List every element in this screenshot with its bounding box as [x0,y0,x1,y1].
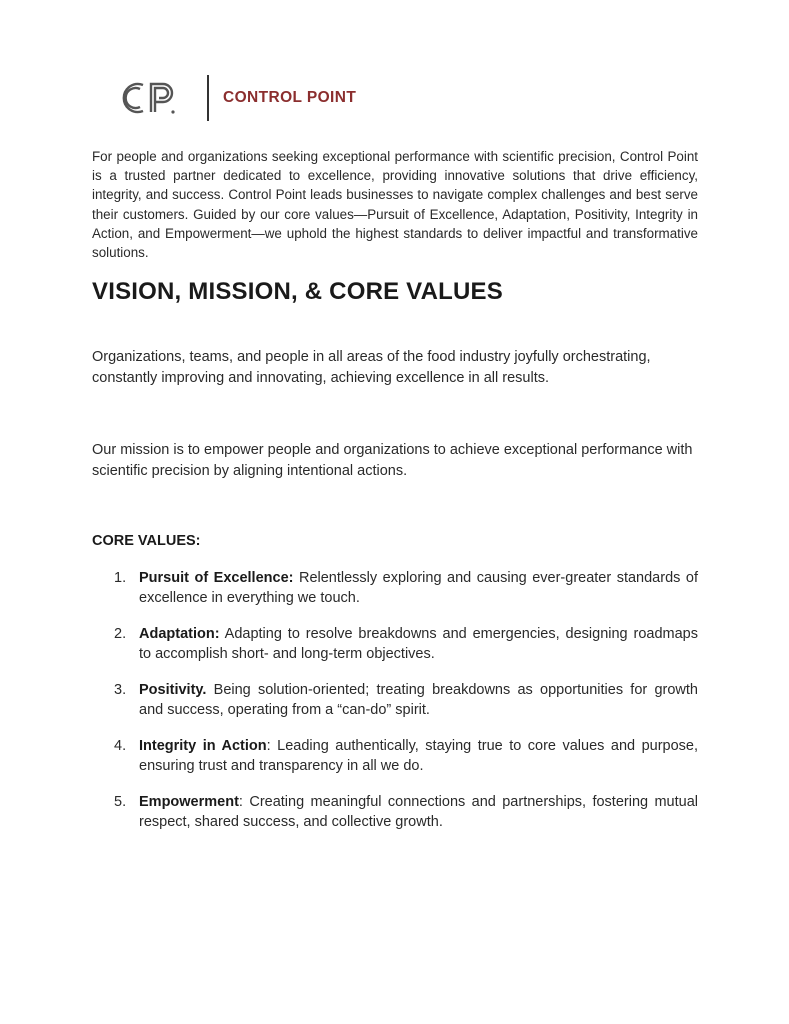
list-number: 3. [114,682,127,698]
company-name: CONTROL POINT [223,89,357,106]
core-value-description: : Creating meaningful connections and partnerships, fostering mutual respect, shared success, and collective growth. [139,794,698,830]
list-number: 2. [114,626,127,642]
core-value-item [92,680,698,720]
letterhead [113,74,356,122]
core-value-item [92,568,698,608]
core-value-item [92,792,698,832]
list-number: 1. [114,570,127,586]
core-value-description: : Leading authentically, staying true to core values and purpose, ensuring trust and transparency in all we do. [139,738,698,774]
core-value-item [92,624,698,664]
core-value-name: Adaptation: [139,626,220,642]
core-values-list [92,568,698,848]
vision-statement: Organizations, teams, and people in all areas of the food industry joyfully orchestrating, constantly improving and innovating, achieving excellence in all results. [92,349,651,386]
mission-statement: Our mission is to empower people and organizations to achieve exceptional performance with scientific precision by aligning intentional actions. [92,442,693,479]
core-value-item [92,736,698,776]
cp-logo-icon [113,74,185,122]
core-value-description: Adapting to resolve breakdowns and emergencies, designing roadmaps to accomplish short- and long-term objectives. [139,626,698,662]
core-value-name: Integrity in Action [139,738,267,754]
list-number: 5. [114,794,127,810]
list-number: 4. [114,738,127,754]
core-values-heading: CORE VALUES: [92,533,201,549]
intro-paragraph: For people and organizations seeking exceptional performance with scientific precision, Control Point is a trusted partner dedicated to excellence, providing innovative solutions that drive efficiency, integrity, and success. Control Point leads businesses to navigate complex challenges and best serve their customers. Guided by our core values—Pursuit of Excellence, Adaptation, Positivity, Integrity in Action, and Empowerment—we uphold the highest standards to deliver impactful and transformative solutions. [92,149,698,261]
header-divider [207,75,209,121]
core-value-description: Being solution-oriented; treating breakdowns as opportunities for growth and success, operating from a “can-do” spirit. [139,682,698,718]
section-title: VISION, MISSION, & CORE VALUES [92,278,503,305]
core-value-name: Positivity. [139,682,207,698]
core-value-description: Relentlessly exploring and causing ever-greater standards of excellence in everything we touch. [139,570,698,606]
core-value-name: Pursuit of Excellence: [139,570,294,586]
core-value-name: Empowerment [139,794,239,810]
